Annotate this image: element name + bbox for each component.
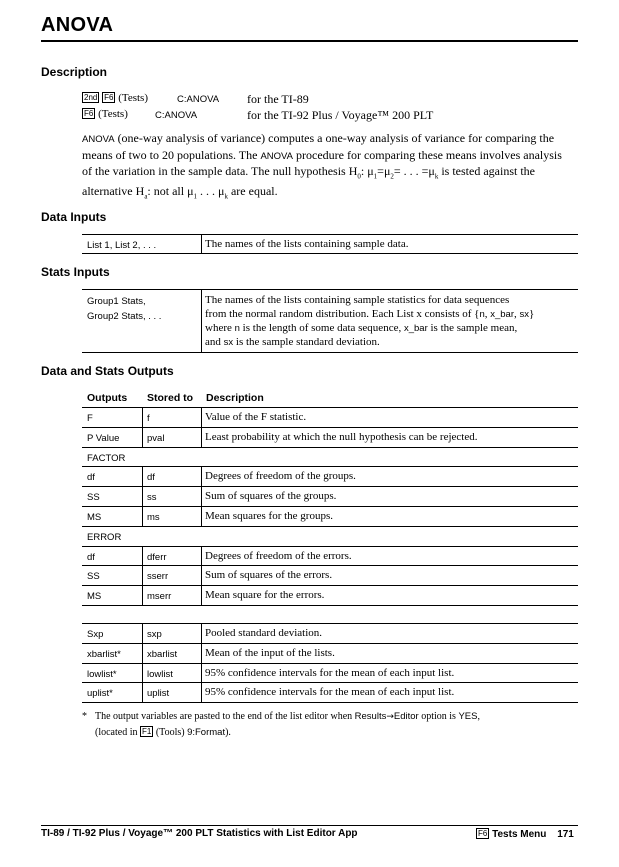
- row-rule: [82, 486, 578, 487]
- column-header-outputs: Outputs: [87, 392, 128, 404]
- table-rule: [82, 289, 578, 290]
- column-divider: [201, 624, 202, 644]
- row-rule: [82, 447, 578, 448]
- text: . . . μ: [197, 183, 225, 198]
- command-anova: C:ANOVA: [155, 110, 198, 121]
- term-results: Results: [354, 711, 387, 722]
- term-format: 9:Format: [187, 727, 226, 738]
- output-description: Mean squares for the groups.: [205, 510, 333, 522]
- stored-variable: pval: [147, 432, 165, 444]
- text: (one-way analysis of variance) computes a one-way analysis of variance for comparing the means of two to 20 populations. The: [82, 131, 555, 162]
- column-divider: [201, 586, 202, 606]
- text: is the sample mean,: [427, 322, 518, 334]
- output-name: Sxp: [87, 629, 104, 640]
- output-name: F: [87, 413, 93, 424]
- column-divider: [142, 644, 143, 664]
- text: from the normal random distribution. Each List x consists of {: [205, 308, 480, 320]
- output-description: 95% confidence intervals for the mean of each input list.: [205, 666, 455, 679]
- stats-inputs-line-3: [205, 322, 517, 334]
- column-divider: [201, 644, 202, 664]
- column-divider: [201, 487, 202, 507]
- stored-variable: ms: [147, 512, 160, 523]
- group-rule: [82, 466, 578, 467]
- stored-variable: xbarlist: [147, 648, 178, 660]
- subscript: 1: [193, 192, 198, 201]
- text: ,: [484, 308, 491, 320]
- subscript: k: [224, 192, 228, 201]
- text: =μ: [377, 164, 391, 178]
- output-description: Least probability at which the null hypothesis can be rejected.: [205, 430, 478, 443]
- footer-section: [476, 828, 574, 840]
- stored-variable: sxp: [147, 629, 162, 640]
- output-name: xbarlist*: [87, 648, 121, 660]
- term-editor: Editor: [393, 711, 419, 722]
- output-description: 95% confidence intervals for the mean of each input list.: [205, 686, 455, 699]
- footnote-line-2: [82, 725, 480, 740]
- table-rule: [82, 623, 578, 624]
- key-f6: F6: [84, 109, 94, 118]
- column-divider: [142, 507, 143, 527]
- text: : not all μ: [147, 183, 194, 198]
- command-anova: C:ANOVA: [177, 94, 220, 105]
- term-yes: YES: [458, 711, 478, 722]
- output-name: uplist*: [87, 688, 113, 700]
- text: are equal.: [227, 183, 278, 198]
- var-n: n: [234, 323, 240, 334]
- text: where: [205, 322, 235, 334]
- stats-inputs-line-2: [205, 308, 534, 320]
- platform-label: for the TI-92 Plus / Voyage™ 200 PLT: [247, 108, 434, 122]
- output-name: SS: [87, 492, 100, 504]
- row-rule: [82, 565, 578, 566]
- text: ,: [514, 308, 520, 320]
- stored-variable: lowlist: [147, 668, 173, 680]
- column-divider: [201, 467, 202, 487]
- column-header-stored: Stored to: [147, 392, 194, 404]
- var-sx: sx: [223, 337, 234, 348]
- column-divider: [142, 624, 143, 644]
- footer-book-title: TI-89 / TI-92 Plus / Voyage™ 200 PLT Statistics with List Editor App: [41, 828, 358, 839]
- row-rule: [82, 605, 578, 606]
- page-number: 171: [557, 829, 574, 840]
- stored-variable: ss: [147, 492, 157, 504]
- text: procedure for comparing these means involves analysis of the variation in the sample data. The null hypothesis H: [82, 147, 562, 178]
- column-divider: [201, 408, 202, 428]
- output-description: Sum of squares of the groups.: [205, 490, 337, 503]
- text: is the sample standard deviation.: [233, 336, 380, 348]
- column-divider: [142, 664, 143, 684]
- key-2nd: 2nd: [84, 93, 98, 102]
- row-rule: [82, 682, 578, 683]
- output-name: lowlist*: [87, 668, 117, 680]
- output-name: MS: [87, 512, 102, 523]
- stored-variable: f: [147, 413, 150, 424]
- output-name: MS: [87, 591, 102, 603]
- title-rule: [41, 40, 578, 42]
- row-rule: [82, 663, 578, 664]
- row-rule: [82, 702, 578, 703]
- stats-inputs-label-1: Group1 Stats,: [87, 296, 146, 307]
- stored-variable: df: [147, 472, 155, 484]
- row-rule: [82, 643, 578, 644]
- table-rule: [82, 234, 578, 235]
- footer-menu-label: Tests Menu: [492, 829, 547, 840]
- term-anova: ANOVA: [82, 134, 115, 145]
- column-divider: [142, 547, 143, 567]
- column-divider: [201, 290, 202, 353]
- row-rule: [82, 585, 578, 586]
- stats-inputs-line-4: [205, 336, 380, 348]
- footnote-line-1: [82, 709, 480, 725]
- column-divider: [201, 566, 202, 586]
- row-rule: [82, 506, 578, 507]
- output-description: Value of the F statistic.: [205, 411, 307, 423]
- column-divider: [201, 547, 202, 567]
- arrow-right-icon: →: [386, 712, 394, 722]
- text: ).: [225, 727, 231, 738]
- text: and: [205, 336, 224, 348]
- tests-label: (Tests): [98, 108, 128, 120]
- text: option is: [418, 711, 459, 722]
- key-line-ti92: [82, 108, 562, 123]
- text: is the length of some data sequence,: [239, 322, 404, 334]
- text: ,: [477, 711, 480, 722]
- stored-variable: mserr: [147, 591, 172, 603]
- text: (Tools): [153, 727, 188, 738]
- key-f6: F6: [104, 93, 114, 102]
- data-inputs-text: The names of the lists containing sample data.: [205, 238, 409, 250]
- subscript: 0: [357, 172, 361, 181]
- column-divider: [201, 235, 202, 253]
- var-n: n: [479, 309, 485, 320]
- text: (located in: [95, 727, 140, 738]
- output-description: Sum of squares of the errors.: [205, 569, 333, 582]
- output-description: Degrees of freedom of the groups.: [205, 470, 356, 483]
- platform-label: for the TI-89: [247, 92, 309, 106]
- column-header-description: Description: [206, 392, 264, 404]
- stored-variable: dferr: [147, 551, 167, 563]
- data-inputs-label: List 1, List 2, . . .: [87, 240, 157, 251]
- column-divider: [201, 507, 202, 527]
- row-rule: [82, 526, 578, 527]
- page-title: ANOVA: [41, 14, 114, 36]
- term-anova: ANOVA: [260, 150, 293, 162]
- row-rule: [82, 427, 578, 428]
- output-description: Pooled standard deviation.: [205, 627, 323, 639]
- footnote-marker: *: [82, 711, 87, 722]
- stored-variable: uplist: [147, 688, 170, 700]
- tests-label: (Tests): [118, 92, 148, 104]
- output-name: SS: [87, 571, 100, 583]
- var-sx: sx: [519, 309, 529, 320]
- subscript: k: [434, 172, 439, 181]
- subscript: a: [144, 192, 148, 201]
- subscript: 1: [373, 172, 378, 181]
- text: The output variables are pasted to the end of the list editor when: [95, 711, 355, 722]
- stats-inputs-label-2: Group2 Stats, . . .: [87, 311, 162, 322]
- output-description: Mean of the input of the lists.: [205, 646, 335, 659]
- group-rule: [82, 546, 578, 547]
- group-label: FACTOR: [87, 452, 126, 464]
- column-divider: [201, 664, 202, 684]
- column-divider: [142, 586, 143, 606]
- key-f1: F1: [141, 727, 152, 736]
- output-description: Degrees of freedom of the errors.: [205, 549, 352, 562]
- key-f6: F6: [478, 829, 488, 838]
- data-inputs-heading: Data Inputs: [41, 210, 107, 224]
- output-name: P Value: [87, 432, 120, 444]
- column-divider: [142, 683, 143, 703]
- description-heading: Description: [41, 65, 108, 79]
- text: : μ: [360, 164, 374, 178]
- table-rule: [82, 253, 578, 254]
- stored-variable: sserr: [147, 571, 169, 583]
- column-divider: [142, 408, 143, 428]
- description-paragraph: [82, 131, 562, 204]
- var-x-bar: x_bar: [490, 309, 514, 320]
- column-divider: [142, 467, 143, 487]
- footer-rule: [41, 825, 578, 826]
- text: = . . . =μ: [393, 164, 435, 178]
- column-divider: [142, 487, 143, 507]
- text: }: [529, 308, 535, 320]
- footnote: [82, 709, 480, 740]
- column-divider: [201, 683, 202, 703]
- key-line-ti89: [82, 92, 562, 107]
- group-label: ERROR: [87, 531, 122, 543]
- subscript: 2: [390, 172, 394, 181]
- column-divider: [142, 428, 143, 448]
- outputs-heading: Data and Stats Outputs: [41, 364, 174, 378]
- stats-inputs-heading: Stats Inputs: [41, 265, 110, 279]
- var-x-bar: x_bar: [403, 323, 428, 334]
- output-name: df: [87, 472, 95, 484]
- output-name: df: [87, 551, 95, 563]
- table-rule: [82, 407, 578, 408]
- column-divider: [201, 428, 202, 448]
- text: is tested against the alternative H: [82, 164, 535, 198]
- output-description: Mean square for the errors.: [205, 589, 325, 602]
- column-divider: [142, 566, 143, 586]
- table-rule: [82, 352, 578, 353]
- stats-inputs-line-1: The names of the lists containing sample statistics for data sequences: [205, 294, 510, 306]
